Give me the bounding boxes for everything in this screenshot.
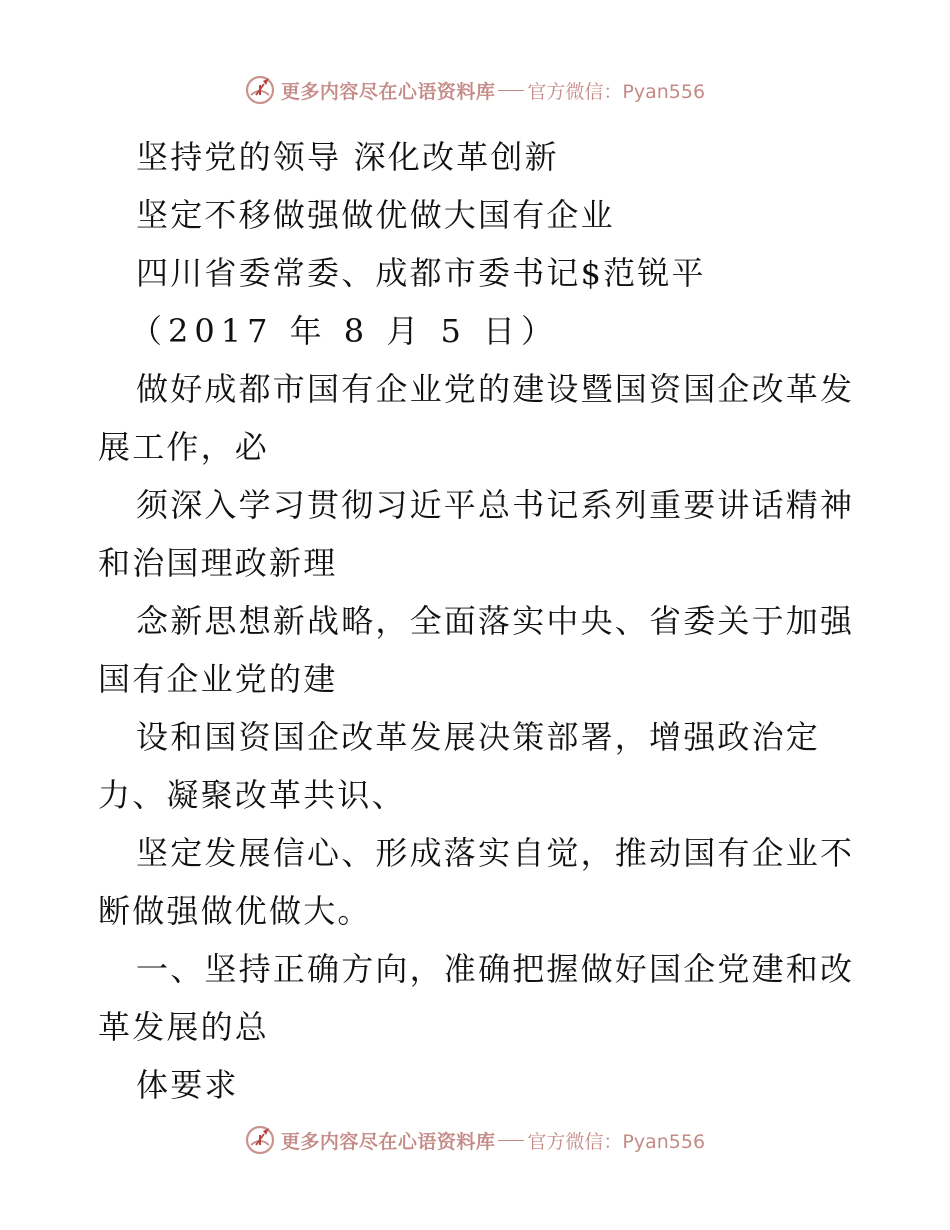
document-author: 四川省委常委、成都市委书记$范锐平 (136, 254, 706, 292)
paragraph-line: 断做强做优做大。 (98, 892, 372, 930)
document-subtitle: 坚定不移做强做优做大国有企业 (136, 196, 615, 234)
header-watermark-banner (0, 70, 950, 110)
banner-wechat-text: 官方微信：Pyan556 (527, 80, 706, 103)
footer-watermark-banner (0, 1120, 950, 1160)
book-pen-logo-icon (245, 75, 275, 105)
banner-main-text: 更多内容尽在心语资料库 (280, 80, 496, 103)
banner-dash (498, 1140, 524, 1141)
paragraph-line: 展工作，必 (98, 428, 270, 466)
section-heading-line: 革发展的总 (98, 1008, 270, 1046)
document-date: （2017 年 8 月 5 日） (130, 312, 560, 350)
section-heading-line: 体要求 (136, 1066, 239, 1104)
banner-wechat-text: 官方微信：Pyan556 (527, 1130, 706, 1153)
section-heading-line: 一、坚持正确方向，准确把握做好国企党建和改 (136, 950, 855, 988)
banner-main-text: 更多内容尽在心语资料库 (280, 1130, 496, 1153)
paragraph-line: 国有企业党的建 (98, 660, 338, 698)
paragraph-line: 设和国资国企改革发展决策部署，增强政治定 (136, 718, 821, 756)
paragraph-line: 做好成都市国有企业党的建设暨国资国企改革发 (136, 370, 855, 408)
document-body (98, 128, 858, 1114)
paragraph-line: 和治国理政新理 (98, 544, 338, 582)
banner-dash (498, 90, 524, 91)
paragraph-line: 坚定发展信心、形成落实自觉，推动国有企业不 (136, 834, 855, 872)
book-pen-logo-icon (245, 1125, 275, 1155)
document-title: 坚持党的领导 深化改革创新 (136, 138, 559, 176)
paragraph-line: 须深入学习贯彻习近平总书记系列重要讲话精神 (136, 486, 855, 524)
paragraph-line: 力、凝聚改革共识、 (98, 776, 406, 814)
paragraph-line: 念新思想新战略，全面落实中央、省委关于加强 (136, 602, 855, 640)
